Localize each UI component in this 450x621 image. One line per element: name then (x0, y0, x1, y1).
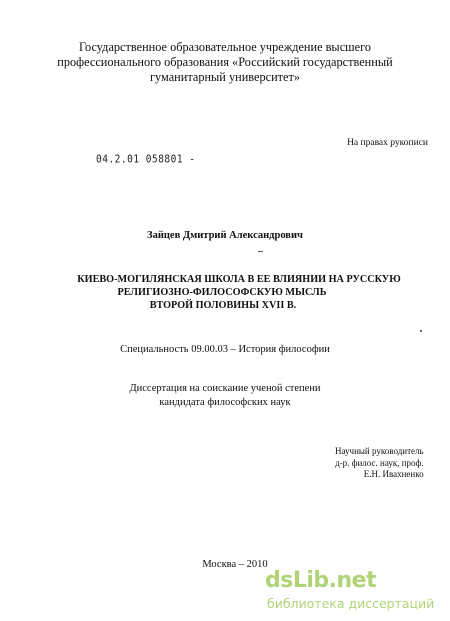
rights-note: На правах рукописи (347, 138, 428, 148)
institution-line-3: гуманитарный университет» (149, 70, 301, 84)
institution-line-1: Государственное образовательное учреждение высшего (79, 40, 371, 54)
supervisor-line-1: Научный руководитель (335, 446, 424, 456)
degree-line-2: кандидата философских наук (159, 397, 291, 408)
registration-stamp: 04.2.01 058801 - (96, 153, 196, 166)
title-line-3: ВТОРОЙ ПОЛОВИНЫ XVII В. (149, 300, 297, 311)
supervisor-line-2: д-р. филос. наук, проф. (335, 457, 424, 468)
city-year: Москва – 2010 (202, 559, 268, 570)
institution-line-2: профессионального образования «Российский государственный (57, 55, 393, 69)
degree-statement (0, 382, 450, 410)
watermark-logo: dsLib.net (265, 568, 377, 593)
supervisor-block (335, 446, 424, 481)
stray-mark (258, 251, 263, 252)
degree-line-1: Диссертация на соискание ученой степени (129, 383, 321, 394)
stray-dot (420, 330, 422, 332)
author-name: Зайцев Дмитрий Александрович (147, 230, 303, 241)
dslib-watermark[interactable] (265, 564, 450, 621)
title-line-2: РЕЛИГИОЗНО-ФИЛОСОФСКУЮ МЫСЛЬ (117, 287, 327, 298)
dissertation-title (0, 273, 450, 312)
watermark-tagline: библиотека диссертаций (267, 596, 435, 611)
title-line-1: КИЕВО-МОГИЛЯНСКАЯ ШКОЛА В ЕЕ ВЛИЯНИИ НА РУССКУЮ (77, 274, 401, 285)
specialty-line: Специальность 09.00.03 – История философии (120, 344, 330, 355)
supervisor-line-3: Е.Н. Ивахненко (363, 469, 424, 479)
institution-header (0, 40, 450, 85)
